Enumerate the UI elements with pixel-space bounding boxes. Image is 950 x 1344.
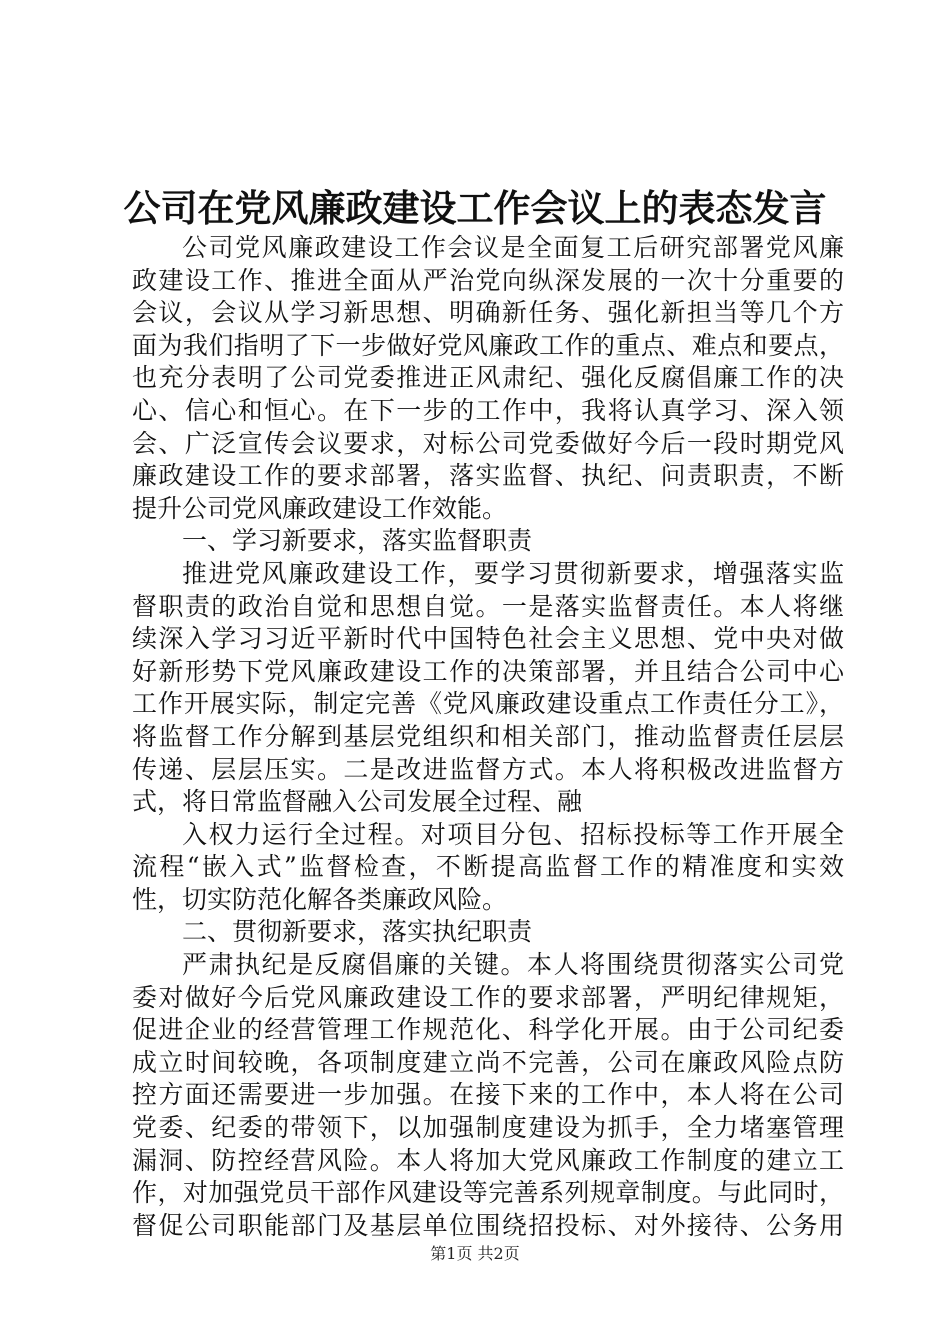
text-line: 心、信心和恒心。在下一步的工作中，我将认真学习、深入领 bbox=[132, 395, 844, 425]
document-body bbox=[132, 232, 844, 1242]
text-line: 二、贯彻新要求，落实执纪职责 bbox=[182, 917, 533, 947]
text-line: 性，切实防范化解各类廉政风险。 bbox=[132, 884, 508, 914]
text-line: 入权力运行全过程。对项目分包、招标投标等工作开展全 bbox=[182, 819, 844, 849]
page-footer: 第1页 共2页 bbox=[430, 1244, 520, 1263]
text-line: 流程“嵌入式”监督检查，不断提高监督工作的精准度和实效 bbox=[132, 852, 844, 882]
text-line: 漏洞、防控经营风险。本人将加大党风廉政工作制度的建立工 bbox=[132, 1145, 844, 1175]
text-line: 作，对加强党员干部作风建设等完善系列规章制度。与此同时， bbox=[132, 1178, 844, 1208]
text-line: 会议，会议从学习新思想、明确新任务、强化新担当等几个方 bbox=[132, 298, 844, 328]
text-line: 提升公司党风廉政建设工作效能。 bbox=[132, 493, 508, 523]
text-line: 成立时间较晚，各项制度建立尚不完善，公司在廉政风险点防 bbox=[132, 1047, 844, 1077]
text-line: 传递、层层压实。二是改进监督方式。本人将积极改进监督方 bbox=[132, 754, 844, 784]
text-line: 也充分表明了公司党委推进正风肃纪、强化反腐倡廉工作的决 bbox=[132, 363, 844, 393]
text-line: 委对做好今后党风廉政建设工作的要求部署，严明纪律规矩， bbox=[132, 982, 844, 1012]
text-line: 廉政建设工作的要求部署，落实监督、执纪、问责职责，不断 bbox=[132, 461, 844, 491]
text-line: 续深入学习习近平新时代中国特色社会主义思想、党中央对做 bbox=[132, 624, 844, 654]
text-line: 控方面还需要进一步加强。在接下来的工作中，本人将在公司 bbox=[132, 1080, 844, 1110]
text-line: 好新形势下党风廉政建设工作的决策部署，并且结合公司中心 bbox=[132, 656, 844, 686]
text-line: 式，将日常监督融入公司发展全过程、融 bbox=[132, 787, 583, 817]
text-line: 会、广泛宣传会议要求，对标公司党委做好今后一段时期党风 bbox=[132, 428, 844, 458]
text-line: 促进企业的经营管理工作规范化、科学化开展。由于公司纪委 bbox=[132, 1015, 844, 1045]
text-line: 政建设工作、推进全面从严治党向纵深发展的一次十分重要的 bbox=[132, 265, 844, 295]
text-line: 督促公司职能部门及基层单位围绕招投标、对外接待、公务用 bbox=[132, 1210, 844, 1240]
text-line: 党委、纪委的带领下，以加强制度建设为抓手，全力堵塞管理 bbox=[132, 1113, 844, 1143]
document-title: 公司在党风廉政建设工作会议上的表态发言 bbox=[123, 186, 827, 230]
text-line: 一、学习新要求，落实监督职责 bbox=[182, 526, 533, 556]
text-line: 工作开展实际，制定完善《党风廉政建设重点工作责任分工》， bbox=[132, 689, 844, 719]
text-line: 将监督工作分解到基层党组织和相关部门，推动监督责任层层 bbox=[132, 721, 844, 751]
text-line: 严肃执纪是反腐倡廉的关键。本人将围绕贯彻落实公司党 bbox=[182, 950, 844, 980]
text-line: 督职责的政治自觉和思想自觉。一是落实监督责任。本人将继 bbox=[132, 591, 844, 621]
text-line: 公司党风廉政建设工作会议是全面复工后研究部署党风廉 bbox=[182, 233, 844, 262]
text-line: 面为我们指明了下一步做好党风廉政工作的重点、难点和要点， bbox=[132, 330, 844, 360]
text-line: 推进党风廉政建设工作，要学习贯彻新要求，增强落实监 bbox=[182, 558, 844, 588]
